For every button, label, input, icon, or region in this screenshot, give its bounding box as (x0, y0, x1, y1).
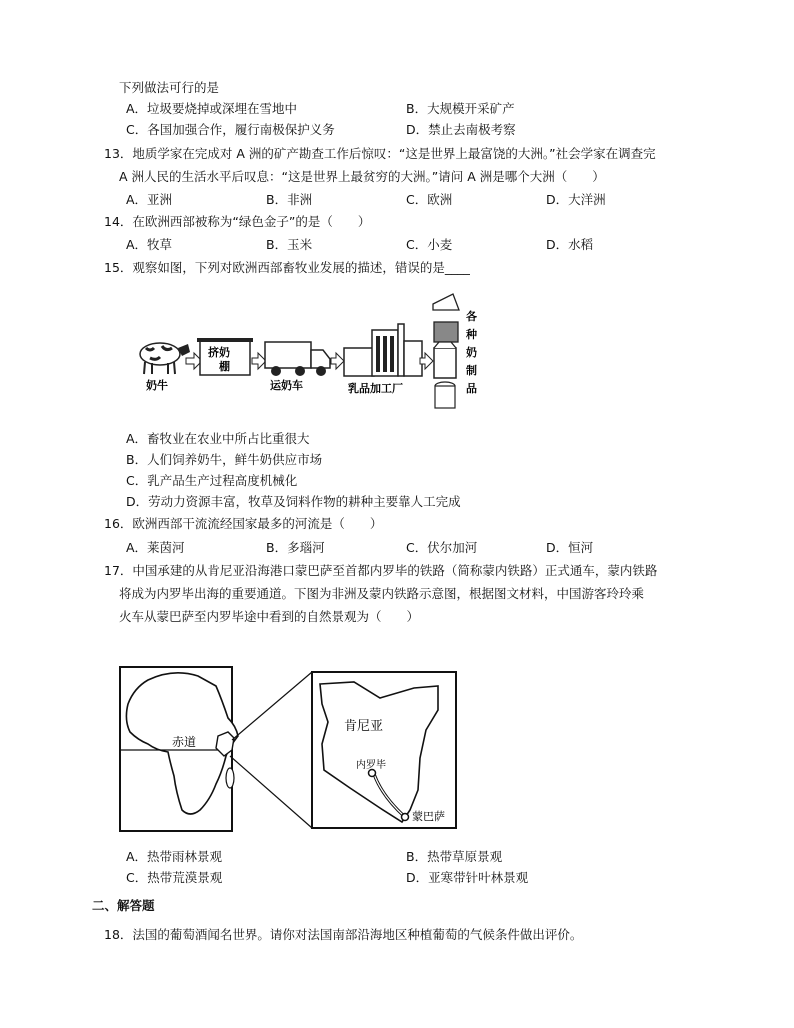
q17-option-c: C．热带荒漠景观 (126, 870, 223, 885)
q13-stem-line2: A 洲人民的生活水平后叹息：“这是世界上最贫穷的大洲。”请问 A 洲是哪个大洲（ ） (119, 169, 605, 184)
q17-stem-line1: 17．中国承建的从肯尼亚沿海港口蒙巴萨至首都内罗毕的铁路（简称蒙内铁路）正式通车，蒙内铁路 (104, 563, 658, 578)
q14-option-b: B．玉米 (266, 237, 313, 252)
q12-option-b: B．大规模开采矿产 (406, 101, 515, 116)
connector-line (232, 672, 312, 740)
q17-option-d: D．亚寒带针叶林景观 (406, 870, 529, 885)
q16-option-b: B．多瑙河 (266, 540, 325, 555)
factory-label: 乳品加工厂 (348, 382, 403, 395)
q13-option-d: D．大洋洲 (546, 192, 606, 207)
q12-stem-tail: 下列做法可行的是 (119, 80, 220, 95)
q13-option-c: C．欧洲 (406, 192, 453, 207)
q16-stem: 16．欧洲西部干流流经国家最多的河流是（ ） (104, 516, 383, 531)
products-label-4: 制 (466, 364, 477, 377)
q15-option-c: C．乳产品生产过程高度机械化 (126, 473, 298, 488)
q15-option-d: D．劳动力资源丰富，牧草及饲料作物的耕种主要靠人工完成 (126, 494, 461, 509)
connector-line (230, 756, 312, 828)
q15-stem: 15．观察如图，下列对欧洲西部畜牧业发展的描述，错误的是____ (104, 260, 470, 275)
dairy-process-figure (128, 286, 494, 421)
products-label-2: 种 (466, 328, 477, 341)
q14-option-a: A．牧草 (126, 237, 173, 252)
products-label-5: 品 (466, 382, 477, 395)
q12-option-d: D．禁止去南极考察 (406, 122, 516, 137)
q17-stem-line3: 火车从蒙巴萨至内罗毕途中看到的自然景观为（ ） (119, 609, 420, 624)
truck-label: 运奶车 (270, 379, 303, 392)
cow-label: 奶牛 (146, 379, 168, 392)
africa-kenya-map (118, 660, 463, 838)
milking-shed-label-1: 挤奶 (208, 346, 230, 359)
q14-stem: 14．在欧洲西部被称为“绿色金子”的是（ ） (104, 214, 371, 229)
q17-option-b: B．热带草原景观 (406, 849, 503, 864)
mombasa-marker (402, 814, 409, 821)
q17-option-a: A．热带雨林景观 (126, 849, 223, 864)
q12-option-c: C．各国加强合作，履行南极保护义务 (126, 122, 335, 137)
kenya-label: 肯尼亚 (344, 719, 384, 734)
q16-option-c: C．伏尔加河 (406, 540, 478, 555)
q13-option-a: A．亚洲 (126, 192, 173, 207)
q16-option-a: A．莱茵河 (126, 540, 185, 555)
q18-stem: 18．法国的葡萄酒闻名世界。请你对法国南部沿海地区种植葡萄的气候条件做出评价。 (104, 927, 583, 942)
products-label-1: 各 (466, 310, 477, 323)
q14-option-c: C．小麦 (406, 237, 453, 252)
q13-option-b: B．非洲 (266, 192, 313, 207)
section-2-title: 二、解答题 (92, 898, 155, 913)
nairobi-label: 内罗毕 (356, 760, 386, 771)
mombasa-label: 蒙巴萨 (412, 810, 445, 823)
q12-option-a: A．垃圾要烧掉或深埋在雪地中 (126, 101, 298, 116)
q14-option-d: D．水稻 (546, 237, 594, 252)
equator-label: 赤道 (172, 735, 197, 749)
milking-shed-label-2: 棚 (219, 360, 230, 373)
q17-stem-line2: 将成为内罗毕出海的重要通道。下图为非洲及蒙内铁路示意图，根据图文材料，中国游客玲玲乘 (119, 586, 645, 601)
q13-stem-line1: 13．地质学家在完成对 A 洲的矿产勘查工作后惊叹：“这是世界上最富饶的大洲。”社会学家在调查完 (104, 146, 656, 161)
q15-option-a: A．畜牧业在农业中所占比重很大 (126, 431, 310, 446)
products-label-3: 奶 (466, 346, 477, 359)
q15-option-b: B．人们饲养奶牛，鲜牛奶供应市场 (126, 452, 323, 467)
q16-option-d: D．恒河 (546, 540, 594, 555)
